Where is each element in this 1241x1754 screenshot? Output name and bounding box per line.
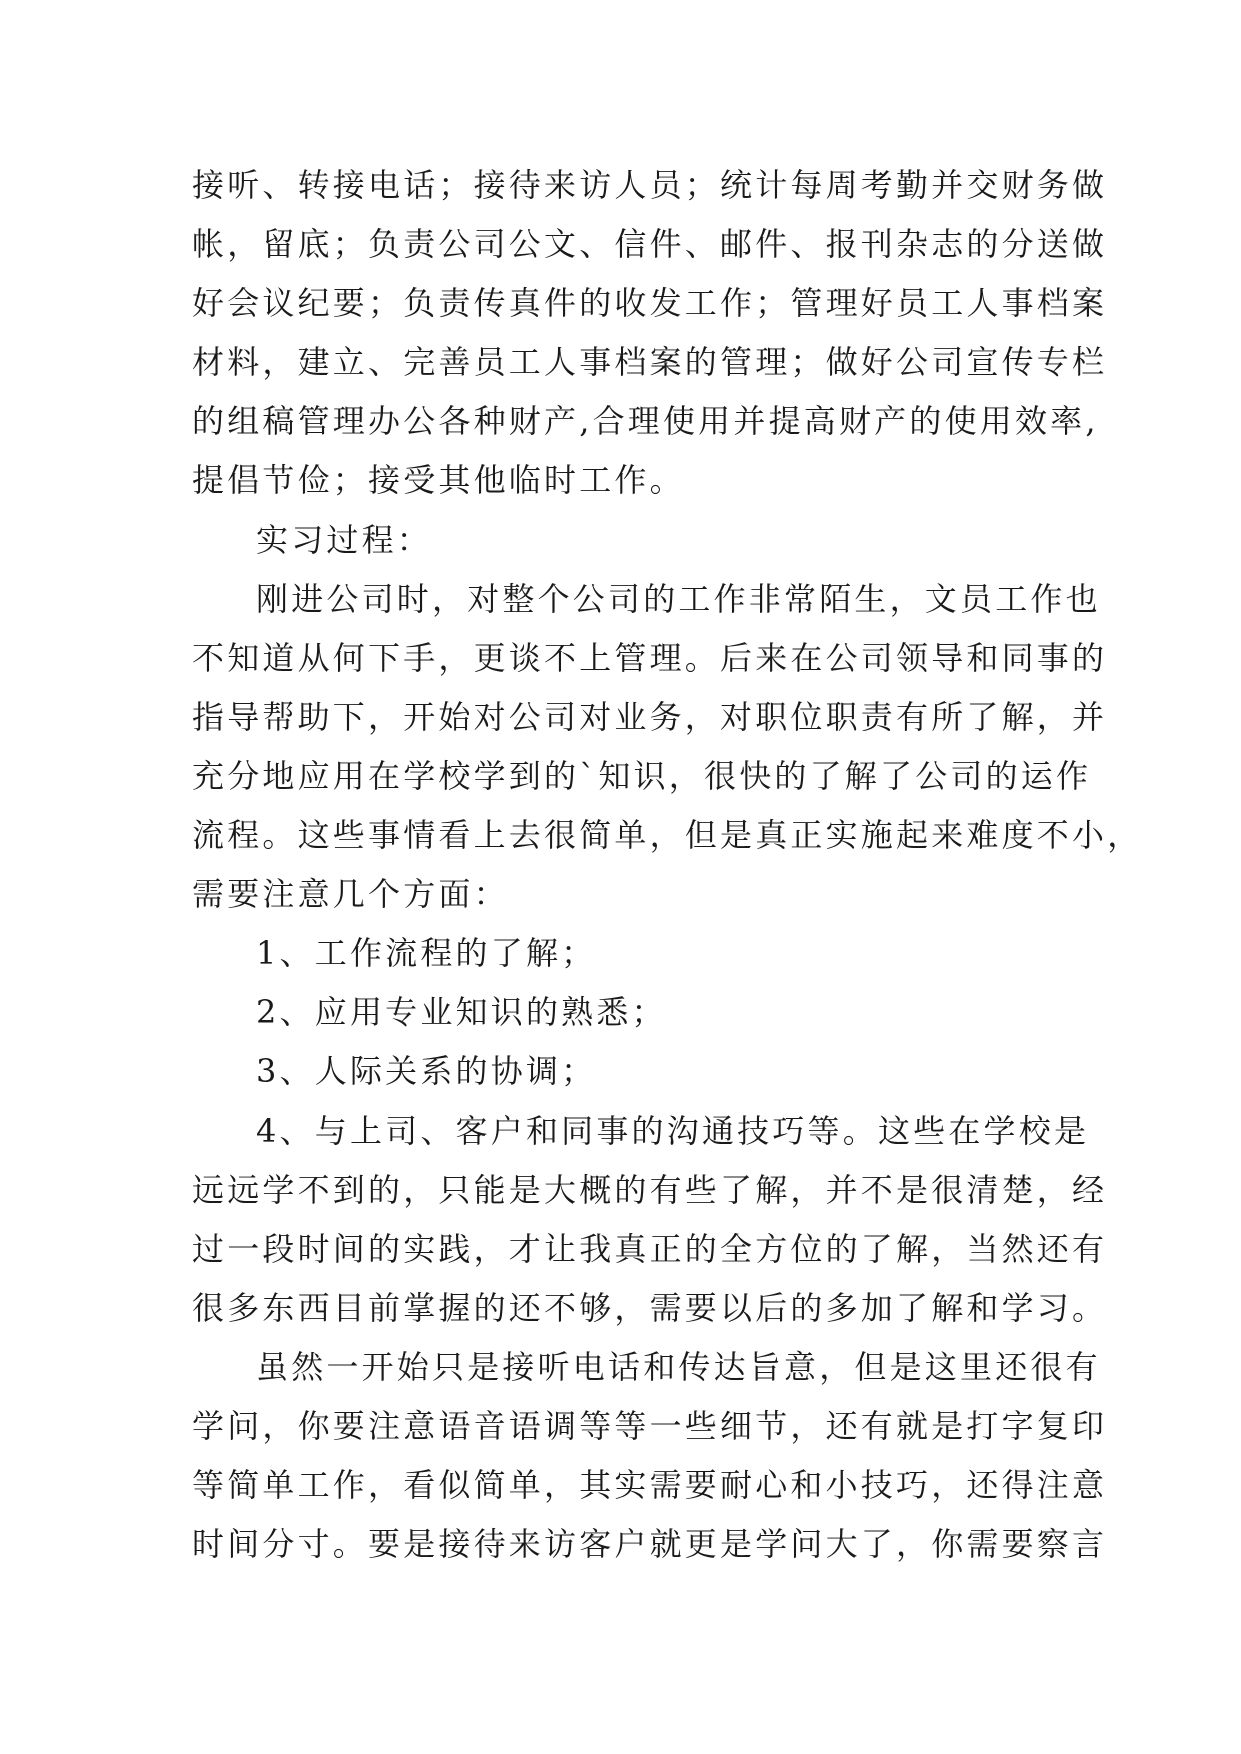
text-line: 的组稿管理办公各种财产,合理使用并提高财产的使用效率, — [192, 402, 1099, 441]
text-line: 时间分寸。要是接待来访客户就更是学问大了，你需要察言 — [192, 1525, 1108, 1564]
text-line: 指导帮助下，开始对公司对业务，对职位职责有所了解，并 — [192, 697, 1108, 736]
text-line: 帐，留底；负责公司公文、信件、邮件、报刊杂志的分送做 — [192, 225, 1108, 264]
text-line: 很多东西目前掌握的还不够，需要以后的多加了解和学习。 — [192, 1288, 1108, 1327]
text-line: 充分地应用在学校学到的`知识，很快的了解了公司的运作 — [192, 756, 1092, 795]
text-line: 不知道从何下手，更谈不上管理。后来在公司领导和同事的 — [192, 638, 1108, 677]
document-body — [192, 156, 1143, 1574]
text-line: 过一段时间的实践，才让我真正的全方位的了解，当然还有 — [192, 1229, 1108, 1268]
text-line: 刚进公司时，对整个公司的工作非常陌生，文员工作也 — [256, 579, 1101, 618]
text-line: 好会议纪要；负责传真件的收发工作；管理好员工人事档案 — [192, 284, 1108, 323]
list-item: 4、与上司、客户和同事的沟通技巧等。这些在学校是 — [256, 1111, 1090, 1150]
text-line: 接听、转接电话；接待来访人员；统计每周考勤并交财务做 — [192, 166, 1108, 204]
text-line: 等简单工作，看似简单，其实需要耐心和小技巧，还得注意 — [192, 1466, 1108, 1505]
text-line: 虽然一开始只是接听电话和传达旨意，但是这里还很有 — [256, 1347, 1101, 1386]
list-item: 1、工作流程的了解； — [256, 934, 597, 973]
text-line: 需要注意几个方面： — [192, 875, 509, 914]
list-item: 3、人际关系的协调； — [256, 1052, 597, 1091]
text-line: 远远学不到的，只能是大概的有些了解，并不是很清楚，经 — [192, 1170, 1108, 1209]
text-line: 材料，建立、完善员工人事档案的管理；做好公司宣传专栏 — [192, 343, 1108, 382]
text-line: 流程。这些事情看上去很简单，但是真正实施起来难度不小， — [192, 816, 1143, 855]
text-line: 提倡节俭；接受其他临时工作。 — [192, 461, 685, 500]
section-heading: 实习过程： — [256, 520, 433, 559]
text-line: 学问，你要注意语音语调等等一些细节，还有就是打字复印 — [192, 1406, 1108, 1445]
list-item: 2、应用专业知识的熟悉； — [256, 993, 667, 1032]
